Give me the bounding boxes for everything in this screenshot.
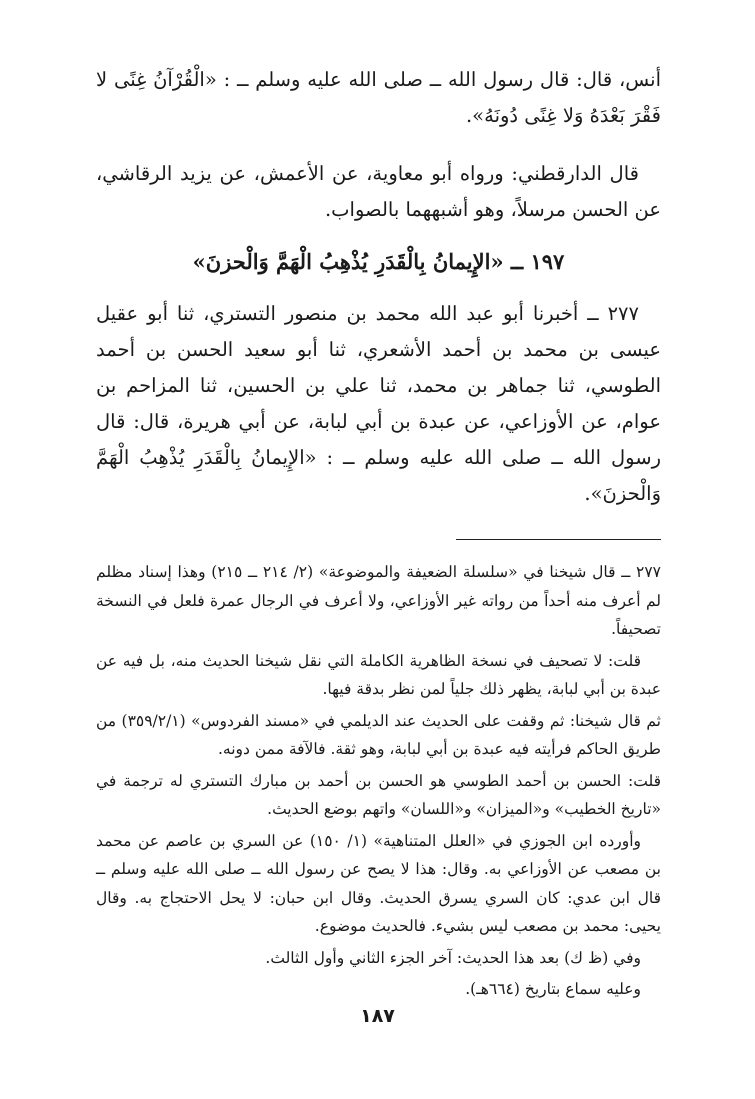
footnote-paragraph: وأورده ابن الجوزي في «العلل المتناهية» (١/ ١٥٠) عن السري بن عاصم عن محمد بن مصعب عن الأوزاعي به. وقال: هذا لا يصح عن رسول الله ــ صلى الله عليه وسلم ــ قال ابن عدي: كان السري يسرق الحديث. وقال ابن حبان: لا يحل الاحتجاج به. وقال يحيى: محمد بن مصعب ليس بشيء. فالحديث موضوع.	[96, 831, 661, 935]
footnote-paragraph: وعليه سماع بتاريخ (٦٦٤هـ).	[465, 980, 641, 998]
page-number: ١٨٧	[360, 1005, 395, 1027]
footnote-paragraph: قلت: الحسن بن أحمد الطوسي هو الحسن بن أحمد بن مبارك التستري له ترجمة في «تاريخ الخطيب» و«الميزان» و«اللسان» واتهم بوضع الحديث.	[96, 771, 661, 818]
main-text	[96, 62, 661, 512]
footnote-paragraph: وفي (ظ ك) بعد هذا الحديث: آخر الجزء الثاني وأول الثالث.	[265, 948, 641, 967]
hadith-continuation-paragraph: أنس، قال: قال رسول الله ــ صلى الله عليه وسلم ــ : «الْقُرْآنُ غِنًى لا فَقْرَ بَعْدَهُ وَلا غِنًى دُونَهُ».	[96, 68, 661, 127]
chapter-heading: ١٩٧ ــ «الإِيمانُ بِالْقَدَرِ يُذْهِبُ الْهَمَّ وَالْحزنَ»	[192, 249, 565, 274]
hadith-277-paragraph: ٢٧٧ ــ أخبرنا أبو عبد الله محمد بن منصور التستري، ثنا أبو عقيل عيسى بن محمد بن أحمد الأشعري، ثنا أبو سعيد الحسن بن أحمد الطوسي، ثنا جماهر بن محمد، ثنا علي بن الحسين، ثنا المزاحم بن عوام، عن الأوزاعي، عن عبدة بن أبي لبابة، عن أبي هريرة، قال: قال رسول الله ــ صلى الله عليه وسلم ــ : «الإِيمانُ بِالْقَدَرِ يُذْهِبُ الْهَمَّ وَالْحزنَ».	[96, 302, 661, 505]
footnote-paragraph: قلت: لا تصحيف في نسخة الظاهرية الكاملة التي نقل شيخنا الحديث منه، بل فيه عن عبدة بن أبي لبابة، يظهر ذلك جلياً لمن نظر بدقة فيها.	[96, 651, 661, 698]
footnote-divider	[456, 539, 661, 540]
footnote-paragraph: ثم قال شيخنا: ثم وقفت على الحديث عند الديلمي في «مسند الفردوس» (٣٥٩/٢/١) من طريق الحاكم فرأيته فيه عبدة بن أبي لبابة، وهو ثقة. فالآفة ممن دونه.	[96, 711, 661, 758]
footnote-paragraph: ٢٧٧ ــ قال شيخنا في «سلسلة الضعيفة والموضوعة» (٢/ ٢١٤ ــ ٢١٥) وهذا إسناد مظلم لم أعرف منه أحداً من رواته غير الأوزاعي، ولا أعرف في الرجال عمرة فلعل في النسخة تصحيفاً.	[96, 563, 661, 638]
book-page	[96, 62, 661, 1062]
footnotes	[96, 558, 661, 1004]
daraqutni-comment-paragraph: قال الدارقطني: ورواه أبو معاوية، عن الأعمش، عن يزيد الرقاشي، عن الحسن مرسلاً، وهو أشبههما بالصواب.	[96, 162, 661, 221]
